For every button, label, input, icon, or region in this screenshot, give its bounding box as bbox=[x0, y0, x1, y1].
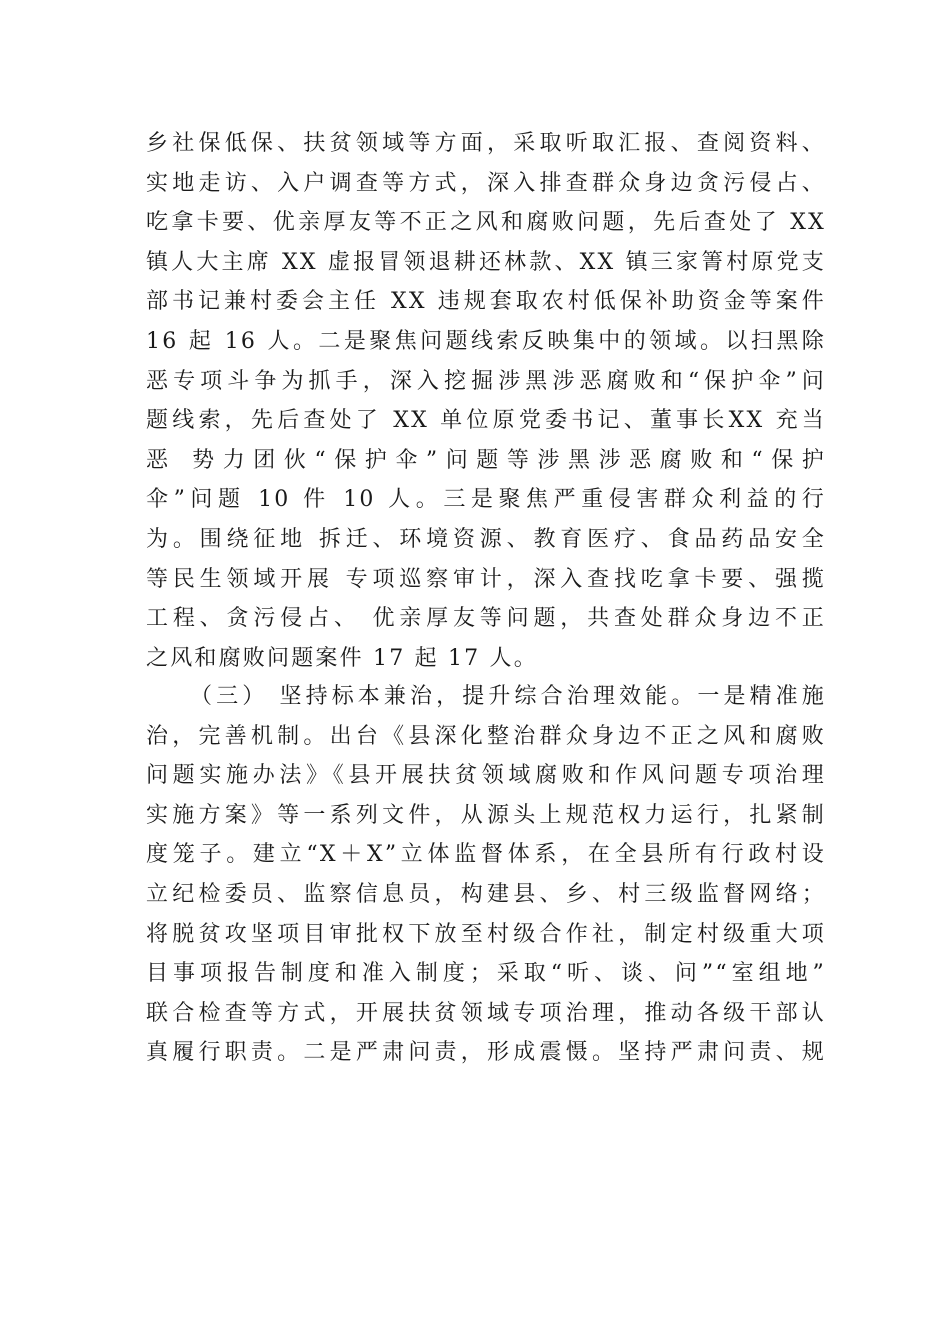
text-line: 伞”问题 10 件 10 人。三是聚焦严重侵害群众利益的行 bbox=[146, 487, 826, 513]
text-line: 问题实施办法》《县开展扶贫领域腐败和作风问题专项治理 bbox=[146, 763, 826, 789]
text-line: 乡社保低保、扶贫领域等方面，采取听取汇报、查阅资料、 bbox=[146, 131, 826, 156]
text-line: 恶 势力团伙“保护伞”问题等涉黑涉恶腐败和“保护 bbox=[146, 447, 826, 473]
text-line: 工程、贪污侵占、 优亲厚友等问题，共查处群众身边不正 bbox=[146, 606, 826, 632]
text-line: 实地走访、入户调查等方式，深入排查群众身边贪污侵占、 bbox=[146, 170, 826, 196]
text-line: 立纪检委员、监察信息员，构建县、乡、村三级监督网络； bbox=[146, 881, 826, 907]
text-line: 治，完善机制。出台《县深化整治群众身边不正之风和腐败 bbox=[146, 723, 826, 749]
text-line: 吃拿卡要、优亲厚友等不正之风和腐败问题，先后查处了 XX bbox=[146, 210, 826, 236]
text-line: 联合检查等方式，开展扶贫领域专项治理，推动各级干部认 bbox=[146, 1000, 826, 1026]
body-paragraph-2 bbox=[146, 677, 826, 1073]
text-line: 实施方案》等一系列文件，从源头上规范权力运行，扎紧制 bbox=[146, 802, 826, 828]
text-line: 为。围绕征地 拆迁、环境资源、教育医疗、食品药品安全 bbox=[146, 526, 826, 552]
text-line: 度笼子。建立“X＋X”立体监督体系，在全县所有行政村设 bbox=[146, 842, 826, 868]
text-line: 真履行职责。二是严肃问责，形成震慑。坚持严肃问责、规 bbox=[146, 1040, 826, 1066]
text-line: 部书记兼村委会主任 XX 违规套取农村低保补助资金等案件 bbox=[146, 289, 826, 315]
text-line: 恶专项斗争为抓手，深入挖掘涉黑涉恶腐败和“保护伞”问 bbox=[146, 368, 826, 394]
text-line: 题线索，先后查处了 XX 单位原党委书记、董事长XX 充当 bbox=[146, 408, 826, 434]
text-line: 镇人大主席 XX 虚报冒领退耕还林款、XX 镇三家箐村原党支 bbox=[146, 249, 826, 275]
text-line: 16 起 16 人。二是聚焦问题线索反映集中的领域。以扫黑除 bbox=[146, 328, 826, 354]
text-line: 目事项报告制度和准入制度；采取“听、谈、问”“室组地” bbox=[146, 961, 826, 987]
text-line: 之风和腐败问题案件 17 起 17 人。 bbox=[146, 645, 538, 671]
section-heading-line: （三） 坚持标本兼治，提升综合治理效能。一是精准施 bbox=[190, 684, 826, 709]
text-line: 将脱贫攻坚项目审批权下放至村级合作社，制定村级重大项 bbox=[146, 921, 826, 947]
text-line: 等民生领域开展 专项巡察审计，深入查找吃拿卡要、强揽 bbox=[146, 566, 826, 592]
body-paragraph-1 bbox=[146, 124, 826, 678]
